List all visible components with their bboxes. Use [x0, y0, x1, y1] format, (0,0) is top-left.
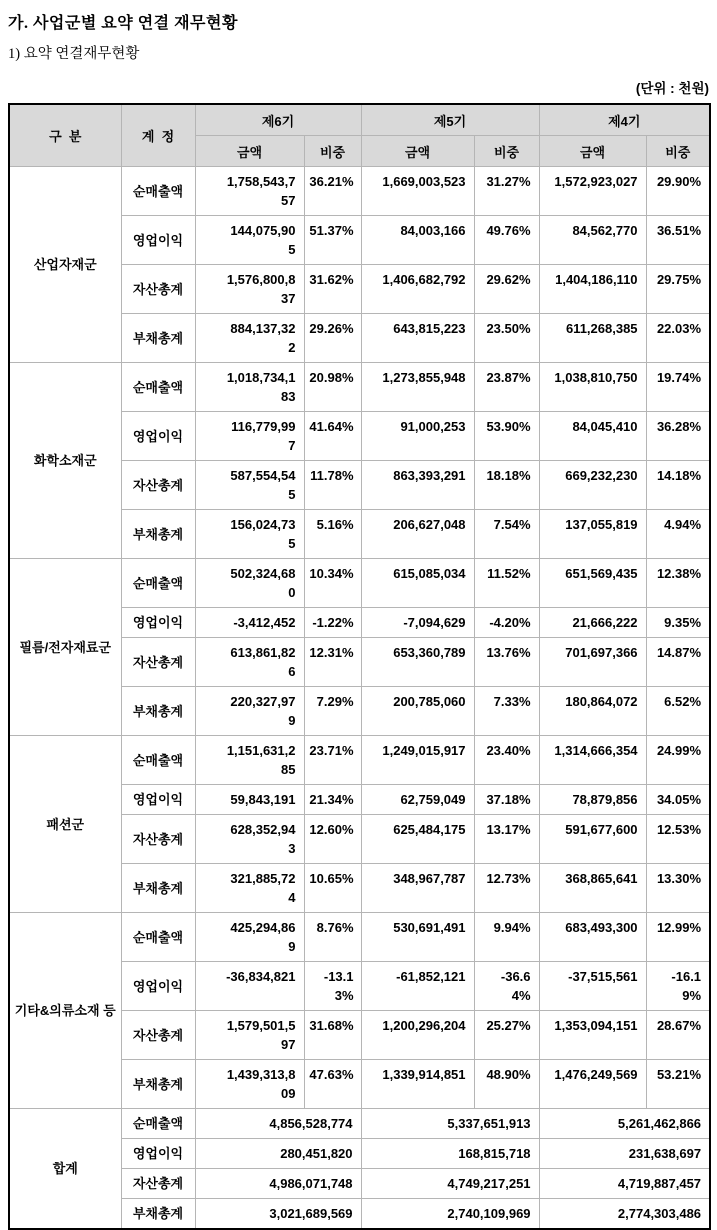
amount-cell-p6: 156,024,735	[195, 510, 304, 559]
amount-cell-p4: 84,562,770	[539, 216, 646, 265]
ratio-cell-p5: 9.94%	[474, 913, 539, 962]
amount-cell-p5: 530,691,491	[361, 913, 474, 962]
amount-cell-p5: 1,200,296,204	[361, 1011, 474, 1060]
ratio-cell-p5: 18.18%	[474, 461, 539, 510]
ratio-cell-p4: 13.30%	[646, 864, 710, 913]
ratio-cell-p6: -1.22%	[304, 608, 361, 638]
ratio-cell-p4: -16.19%	[646, 962, 710, 1011]
ratio-cell-p5: 53.90%	[474, 412, 539, 461]
account-label-cell: 부채총계	[121, 314, 195, 363]
table-row	[9, 559, 710, 608]
group-name-cell: 패션군	[9, 736, 121, 913]
amount-cell-p5: 348,967,787	[361, 864, 474, 913]
ratio-cell-p5: 13.76%	[474, 638, 539, 687]
amount-cell-p5: 863,393,291	[361, 461, 474, 510]
ratio-cell-p5: -36.64%	[474, 962, 539, 1011]
ratio-cell-p6: -13.13%	[304, 962, 361, 1011]
account-label-cell: 영업이익	[121, 216, 195, 265]
ratio-cell-p6: 31.62%	[304, 265, 361, 314]
amount-cell-p6: 116,779,997	[195, 412, 304, 461]
ratio-cell-p6: 20.98%	[304, 363, 361, 412]
ratio-cell-p4: 6.52%	[646, 687, 710, 736]
amount-cell-p4: 669,232,230	[539, 461, 646, 510]
amount-cell-p5: 1,273,855,948	[361, 363, 474, 412]
account-label-cell: 순매출액	[121, 559, 195, 608]
ratio-cell-p6: 21.34%	[304, 785, 361, 815]
header-category: 구 분	[9, 104, 121, 167]
account-label-cell: 부채총계	[121, 864, 195, 913]
amount-cell-p6: 425,294,869	[195, 913, 304, 962]
ratio-cell-p5: 29.62%	[474, 265, 539, 314]
amount-cell-p4: 1,314,666,354	[539, 736, 646, 785]
total-amount-cell-p5: 2,740,109,969	[361, 1199, 539, 1230]
total-amount-cell-p4: 2,774,303,486	[539, 1199, 710, 1230]
amount-cell-p6: 1,758,543,757	[195, 167, 304, 216]
ratio-cell-p5: 25.27%	[474, 1011, 539, 1060]
table-body	[9, 167, 710, 1230]
account-label-cell: 영업이익	[121, 412, 195, 461]
amount-cell-p6: -36,834,821	[195, 962, 304, 1011]
ratio-cell-p4: 36.51%	[646, 216, 710, 265]
amount-cell-p6: 613,861,826	[195, 638, 304, 687]
total-row	[9, 1109, 710, 1139]
ratio-cell-p6: 12.31%	[304, 638, 361, 687]
account-label-cell: 영업이익	[121, 962, 195, 1011]
account-label-cell: 자산총계	[121, 461, 195, 510]
amount-cell-p5: 1,249,015,917	[361, 736, 474, 785]
amount-cell-p6: 59,843,191	[195, 785, 304, 815]
amount-cell-p6: 1,579,501,597	[195, 1011, 304, 1060]
unit-note: (단위 : 천원)	[635, 81, 709, 96]
group-name-cell: 화학소재군	[9, 363, 121, 559]
header-account: 계 정	[121, 104, 195, 167]
ratio-cell-p5: 13.17%	[474, 815, 539, 864]
financial-table	[8, 103, 711, 1230]
amount-cell-p4: 701,697,366	[539, 638, 646, 687]
ratio-cell-p4: 14.18%	[646, 461, 710, 510]
account-label-cell: 영업이익	[121, 1139, 195, 1169]
ratio-cell-p5: -4.20%	[474, 608, 539, 638]
account-label-cell: 자산총계	[121, 1169, 195, 1199]
ratio-cell-p5: 7.33%	[474, 687, 539, 736]
total-amount-cell-p6: 4,856,528,774	[195, 1109, 361, 1139]
total-amount-cell-p6: 280,451,820	[195, 1139, 361, 1169]
amount-cell-p6: 884,137,322	[195, 314, 304, 363]
amount-cell-p5: 1,669,003,523	[361, 167, 474, 216]
amount-cell-p6: -3,412,452	[195, 608, 304, 638]
account-label-cell: 부채총계	[121, 687, 195, 736]
account-label-cell: 자산총계	[121, 638, 195, 687]
amount-cell-p4: 591,677,600	[539, 815, 646, 864]
ratio-cell-p6: 51.37%	[304, 216, 361, 265]
amount-cell-p4: 1,353,094,151	[539, 1011, 646, 1060]
ratio-cell-p6: 5.16%	[304, 510, 361, 559]
ratio-cell-p4: 9.35%	[646, 608, 710, 638]
amount-cell-p5: 62,759,049	[361, 785, 474, 815]
amount-cell-p5: 615,085,034	[361, 559, 474, 608]
account-label-cell: 순매출액	[121, 363, 195, 412]
ratio-cell-p5: 7.54%	[474, 510, 539, 559]
amount-cell-p6: 628,352,943	[195, 815, 304, 864]
amount-cell-p5: 91,000,253	[361, 412, 474, 461]
ratio-cell-p5: 23.87%	[474, 363, 539, 412]
header-ratio-p4: 비중	[646, 136, 710, 167]
amount-cell-p6: 1,151,631,285	[195, 736, 304, 785]
ratio-cell-p4: 29.90%	[646, 167, 710, 216]
account-label-cell: 순매출액	[121, 167, 195, 216]
amount-cell-p4: 1,572,923,027	[539, 167, 646, 216]
amount-cell-p5: 1,339,914,851	[361, 1060, 474, 1109]
table-row	[9, 736, 710, 785]
header-period-5: 제5기	[361, 104, 539, 136]
amount-cell-p6: 1,439,313,809	[195, 1060, 304, 1109]
header-amount-p6: 금액	[195, 136, 304, 167]
ratio-cell-p4: 19.74%	[646, 363, 710, 412]
total-amount-cell-p4: 5,261,462,866	[539, 1109, 710, 1139]
ratio-cell-p6: 31.68%	[304, 1011, 361, 1060]
header-row-periods	[9, 104, 710, 136]
group-name-cell: 필름/전자재료군	[9, 559, 121, 736]
ratio-cell-p5: 31.27%	[474, 167, 539, 216]
header-ratio-p5: 비중	[474, 136, 539, 167]
ratio-cell-p6: 36.21%	[304, 167, 361, 216]
amount-cell-p5: 1,406,682,792	[361, 265, 474, 314]
amount-cell-p4: 84,045,410	[539, 412, 646, 461]
ratio-cell-p5: 11.52%	[474, 559, 539, 608]
amount-cell-p6: 1,018,734,183	[195, 363, 304, 412]
ratio-cell-p4: 12.99%	[646, 913, 710, 962]
amount-cell-p4: 611,268,385	[539, 314, 646, 363]
total-amount-cell-p6: 4,986,071,748	[195, 1169, 361, 1199]
header-amount-p4: 금액	[539, 136, 646, 167]
amount-cell-p5: 206,627,048	[361, 510, 474, 559]
account-label-cell: 자산총계	[121, 265, 195, 314]
account-label-cell: 순매출액	[121, 1109, 195, 1139]
ratio-cell-p5: 48.90%	[474, 1060, 539, 1109]
account-label-cell: 영업이익	[121, 608, 195, 638]
ratio-cell-p6: 41.64%	[304, 412, 361, 461]
ratio-cell-p5: 23.50%	[474, 314, 539, 363]
total-name-cell: 합계	[9, 1109, 121, 1230]
amount-cell-p5: 643,815,223	[361, 314, 474, 363]
page-subtitle: 1) 요약 연결재무현황	[8, 46, 140, 62]
ratio-cell-p4: 22.03%	[646, 314, 710, 363]
account-label-cell: 자산총계	[121, 815, 195, 864]
header-ratio-p6: 비중	[304, 136, 361, 167]
amount-cell-p4: -37,515,561	[539, 962, 646, 1011]
ratio-cell-p4: 53.21%	[646, 1060, 710, 1109]
account-label-cell: 부채총계	[121, 1199, 195, 1230]
amount-cell-p5: -61,852,121	[361, 962, 474, 1011]
amount-cell-p4: 1,404,186,110	[539, 265, 646, 314]
ratio-cell-p6: 7.29%	[304, 687, 361, 736]
ratio-cell-p4: 12.53%	[646, 815, 710, 864]
amount-cell-p6: 144,075,905	[195, 216, 304, 265]
total-amount-cell-p4: 231,638,697	[539, 1139, 710, 1169]
ratio-cell-p4: 12.38%	[646, 559, 710, 608]
total-amount-cell-p4: 4,719,887,457	[539, 1169, 710, 1199]
ratio-cell-p4: 24.99%	[646, 736, 710, 785]
ratio-cell-p4: 28.67%	[646, 1011, 710, 1060]
account-label-cell: 순매출액	[121, 736, 195, 785]
amount-cell-p6: 321,885,724	[195, 864, 304, 913]
amount-cell-p4: 683,493,300	[539, 913, 646, 962]
ratio-cell-p5: 12.73%	[474, 864, 539, 913]
total-amount-cell-p5: 5,337,651,913	[361, 1109, 539, 1139]
amount-cell-p6: 220,327,979	[195, 687, 304, 736]
account-label-cell: 순매출액	[121, 913, 195, 962]
account-label-cell: 자산총계	[121, 1011, 195, 1060]
amount-cell-p6: 1,576,800,837	[195, 265, 304, 314]
total-amount-cell-p5: 168,815,718	[361, 1139, 539, 1169]
amount-cell-p5: 625,484,175	[361, 815, 474, 864]
amount-cell-p5: 653,360,789	[361, 638, 474, 687]
account-label-cell: 영업이익	[121, 785, 195, 815]
table-row	[9, 913, 710, 962]
amount-cell-p5: 200,785,060	[361, 687, 474, 736]
ratio-cell-p4: 14.87%	[646, 638, 710, 687]
ratio-cell-p6: 47.63%	[304, 1060, 361, 1109]
total-amount-cell-p5: 4,749,217,251	[361, 1169, 539, 1199]
amount-cell-p6: 587,554,545	[195, 461, 304, 510]
ratio-cell-p6: 12.60%	[304, 815, 361, 864]
amount-cell-p4: 368,865,641	[539, 864, 646, 913]
amount-cell-p4: 180,864,072	[539, 687, 646, 736]
ratio-cell-p6: 23.71%	[304, 736, 361, 785]
group-name-cell: 기타&의류소재 등	[9, 913, 121, 1109]
amount-cell-p4: 78,879,856	[539, 785, 646, 815]
group-name-cell: 산업자재군	[9, 167, 121, 363]
ratio-cell-p5: 37.18%	[474, 785, 539, 815]
account-label-cell: 부채총계	[121, 1060, 195, 1109]
header-amount-p5: 금액	[361, 136, 474, 167]
ratio-cell-p6: 11.78%	[304, 461, 361, 510]
ratio-cell-p6: 29.26%	[304, 314, 361, 363]
ratio-cell-p6: 8.76%	[304, 913, 361, 962]
account-label-cell: 부채총계	[121, 510, 195, 559]
amount-cell-p4: 1,476,249,569	[539, 1060, 646, 1109]
header-period-6: 제6기	[195, 104, 361, 136]
ratio-cell-p4: 34.05%	[646, 785, 710, 815]
ratio-cell-p6: 10.34%	[304, 559, 361, 608]
ratio-cell-p5: 23.40%	[474, 736, 539, 785]
ratio-cell-p5: 49.76%	[474, 216, 539, 265]
table-row	[9, 363, 710, 412]
ratio-cell-p4: 36.28%	[646, 412, 710, 461]
amount-cell-p4: 21,666,222	[539, 608, 646, 638]
header-period-4: 제4기	[539, 104, 710, 136]
ratio-cell-p6: 10.65%	[304, 864, 361, 913]
amount-cell-p6: 502,324,680	[195, 559, 304, 608]
ratio-cell-p4: 29.75%	[646, 265, 710, 314]
amount-cell-p5: -7,094,629	[361, 608, 474, 638]
page-title: 가. 사업군별 요약 연결 재무현황	[8, 15, 238, 32]
amount-cell-p5: 84,003,166	[361, 216, 474, 265]
table-header	[9, 104, 710, 167]
amount-cell-p4: 137,055,819	[539, 510, 646, 559]
table-row	[9, 167, 710, 216]
amount-cell-p4: 1,038,810,750	[539, 363, 646, 412]
ratio-cell-p4: 4.94%	[646, 510, 710, 559]
amount-cell-p4: 651,569,435	[539, 559, 646, 608]
total-amount-cell-p6: 3,021,689,569	[195, 1199, 361, 1230]
